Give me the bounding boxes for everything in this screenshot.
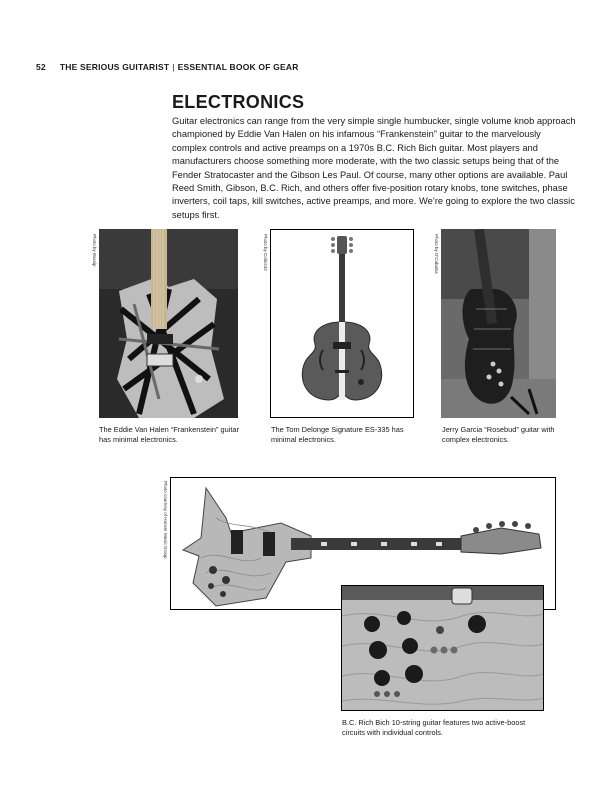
section-title: ELECTRONICS [172,92,305,112]
photo-rosebud [441,229,556,418]
page-number: 52 [36,62,46,72]
running-header [36,62,299,72]
header-separator: | [172,62,175,72]
book-series: THE SERIOUS GUITARIST [59,62,170,72]
credit-es335: Photo by Colin242 [263,234,268,271]
es335-guitar-image [271,230,413,417]
caption-bich: B.C. Rich Bich 10-string guitar features two active-boost circuits with individual controls. [342,718,526,737]
caption-rosebud: Jerry Garcia “Rosebud” guitar with complex electronics. [442,425,555,444]
photo-frankenstein [99,229,238,418]
caption-frankenstein: The Eddie Van Halen “Frankenstein” guitar has minimal electronics. [99,425,239,444]
book-title: ESSENTIAL BOOK OF GEAR [177,62,299,72]
credit-rosebud: Photo by D’Cabalas [434,234,439,274]
bich-controls-image [342,586,543,710]
caption-es335: The Tom Delonge Signature ES-335 has minimal electronics. [271,425,404,444]
frankenstein-guitar-image [99,229,238,418]
rosebud-guitar-image [441,229,556,418]
intro-paragraph: Guitar electronics can range from the very simple single humbucker, single volume knob approach championed by Eddie Van Halen on his infamous “Frankenstein” guitar to the marvelously complex controls and active preamps on a 1970s B.C. Rich Bich guitar. Most players and manufacturers choose something more moderate, with the two classic setups being that of the Fender Stratocaster and the Gibson Les Paul. Of course, many other options are available. Paul Reed Smith, Gibson, B.C. Rich, and others offer five-position rotary knobs, tone switches, phase inverters, coil taps, kill switches, active preamps, and more. We’re going to explore the two classic setups first. [172,116,576,220]
photo-es335 [270,229,414,418]
credit-frankenstein: Photo by Bassip [92,234,97,267]
credit-bich: Photo courtesy of Hanser Music Group [163,481,168,559]
photo-bich-controls [341,585,544,711]
